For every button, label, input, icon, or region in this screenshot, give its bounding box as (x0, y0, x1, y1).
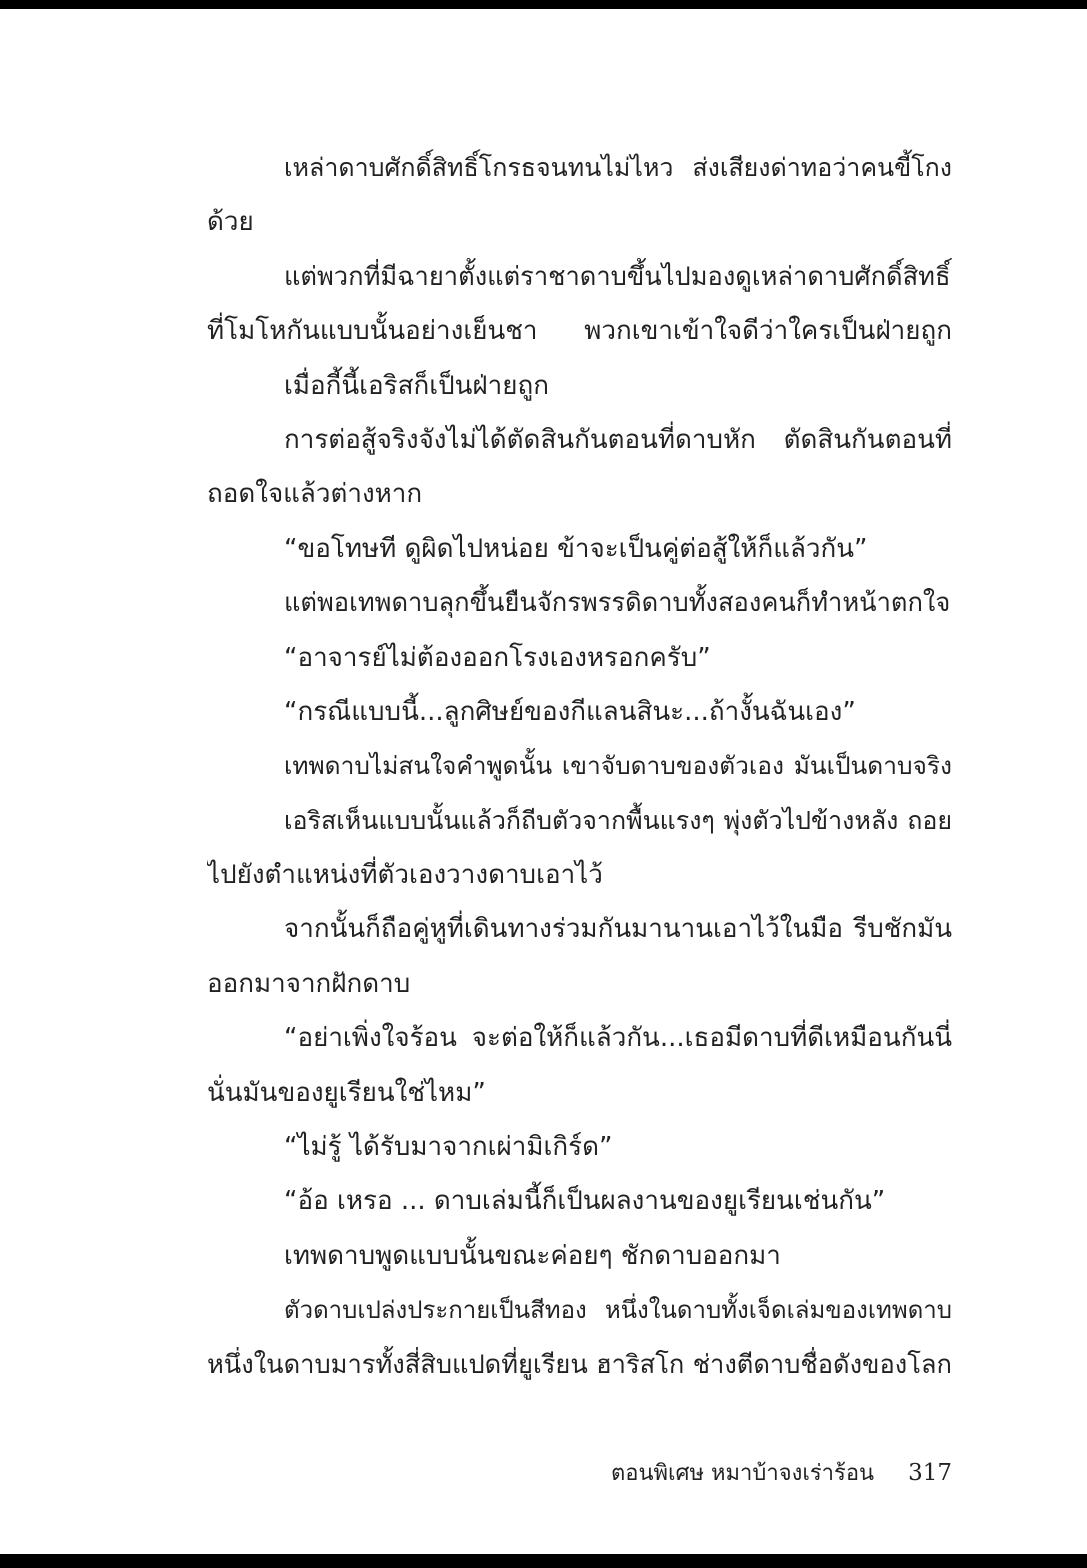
text-line: เทพดาบพูดแบบนั้นขณะค่อยๆ ชักดาบออกมา (284, 1240, 781, 1271)
text-line: “ไม่รู้ ได้รับมาจากเผ่ามิเกิร์ด” (284, 1132, 613, 1163)
text-line: การต่อสู้จริงจังไม่ได้ตัดสินกันตอนที่ดาบหัก ตัดสินกันตอนที่ (284, 424, 952, 455)
text-line: ที่โมโหกันแบบนั้นอย่างเย็นชา พวกเขาเข้าใจดีว่าใครเป็นฝ่ายถูก (207, 316, 952, 347)
text-line: “อาจารย์ไม่ต้องออกโรงเองหรอกครับ” (284, 642, 711, 673)
text-line: ตัวดาบเปล่งประกายเป็นสีทอง หนึ่งในดาบทั้งเจ็ดเล่มของเทพดาบ (284, 1296, 952, 1325)
text-line: เมื่อกี้นี้เอริสก็เป็นฝ่ายถูก (284, 370, 549, 401)
text-line: “ขอโทษที ดูผิดไปหน่อย ข้าจะเป็นคู่ต่อสู้ให้ก็แล้วกัน” (284, 533, 868, 564)
text-line: ถอดใจแล้วต่างหาก (207, 479, 423, 510)
body-text (207, 141, 952, 1392)
text-line: หนึ่งในดาบมารทั้งสี่สิบแปดที่ยูเรียน ฮาริสโก ช่างตีดาบชื่อดังของโลก (207, 1349, 952, 1380)
text-line: แต่พอเทพดาบลุกขึ้นยืนจักรพรรดิดาบทั้งสองคนก็ทำหน้าตกใจ (284, 588, 951, 619)
text-line: นั่นมันของยูเรียนใช่ไหม” (207, 1077, 486, 1108)
page-number: 317 (908, 1460, 952, 1486)
text-line: แต่พวกที่มีฉายาตั้งแต่ราชาดาบขึ้นไปมองดูเหล่าดาบศักดิ์สิทธิ์ (284, 261, 951, 292)
text-line: “อย่าเพิ่งใจร้อน จะต่อให้ก็แล้วกัน...เธอมีดาบที่ดีเหมือนกันนี่ (284, 1023, 952, 1054)
bottom-border (0, 1554, 1087, 1568)
text-line: เหล่าดาบศักดิ์สิทธิ์โกรธจนทนไม่ไหว ส่งเสียงด่าทอว่าคนขี้โกง (284, 153, 952, 182)
text-line: จากนั้นก็ถือคู่หูที่เดินทางร่วมกันมานานเอาไว้ในมือ รีบชักมัน (284, 914, 952, 945)
text-line: เอริสเห็นแบบนั้นแล้วก็ถีบตัวจากพื้นแรงๆ พุ่งตัวไปข้างหลัง ถอย (284, 805, 952, 835)
text-line: “กรณีแบบนี้...ลูกศิษย์ของกีแลนสินะ...ถ้างั้นฉันเอง” (284, 696, 856, 727)
page-footer (560, 1455, 952, 1491)
top-border (0, 0, 1087, 9)
text-line: ไปยังตำแหน่งที่ตัวเองวางดาบเอาไว้ (207, 860, 603, 891)
text-line: ด้วย (207, 207, 254, 238)
text-line: เทพดาบไม่สนใจคำพูดนั้น เขาจับดาบของตัวเอง มันเป็นดาบจริง (284, 751, 952, 781)
text-line: “อ้อ เหรอ ... ดาบเล่มนี้ก็เป็นผลงานของยูเรียนเช่นกัน” (284, 1186, 886, 1217)
chapter-title: ตอนพิเศษ หมาบ้าจงเร่าร้อน (611, 1461, 875, 1486)
text-line: ออกมาจากฝักดาบ (207, 968, 411, 999)
